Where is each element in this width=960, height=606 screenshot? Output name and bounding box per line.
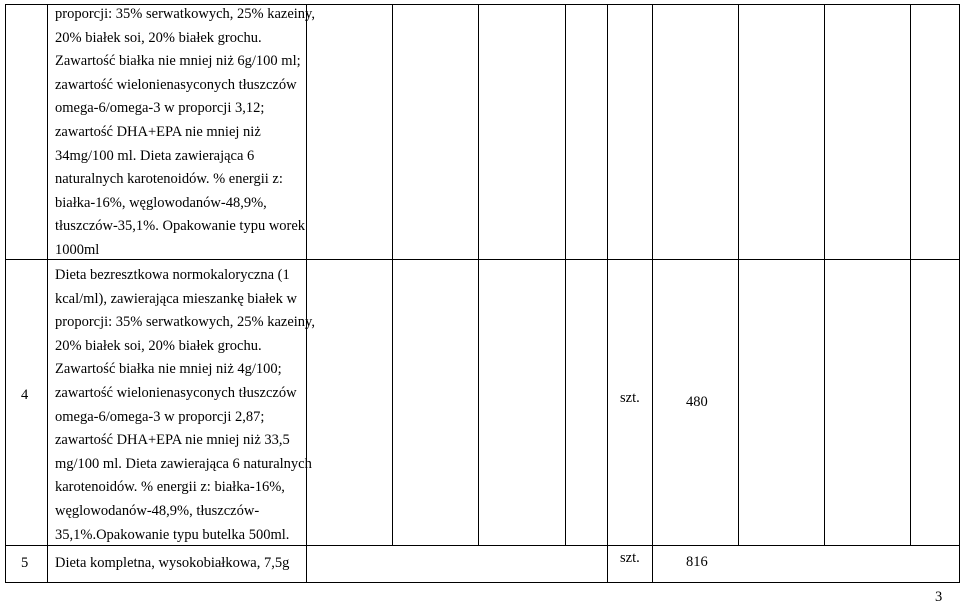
description-line: 34mg/100 ml. Dieta zawierająca 6 bbox=[55, 147, 255, 164]
description-line: białka-16%, węglowodanów-48,9%, bbox=[55, 194, 267, 211]
row-quantity: 480 bbox=[686, 394, 708, 410]
description-line: karotenoidów. % energii z: białka-16%, bbox=[55, 479, 285, 496]
description-line: tłuszczów-35,1%. Opakowanie typu worek bbox=[55, 218, 306, 235]
row-quantity: 816 bbox=[686, 554, 708, 570]
description-line: 1000ml bbox=[55, 241, 100, 258]
column-border bbox=[910, 4, 911, 545]
description-line: 35,1%.Opakowanie typu butelka 500ml. bbox=[55, 526, 290, 543]
column-border bbox=[738, 4, 739, 545]
page-number: 3 bbox=[935, 589, 943, 605]
description-line: zawartość wielonienasyconych tłuszczów bbox=[55, 384, 297, 401]
column-border bbox=[565, 4, 566, 545]
row-description bbox=[55, 3, 315, 263]
description-line: węglowodanów-48,9%, tłuszczów- bbox=[55, 502, 260, 519]
description-line: kcal/ml), zawierająca mieszankę białek w bbox=[55, 290, 297, 307]
description-line: Zawartość białka nie mniej niż 6g/100 ml; bbox=[55, 53, 301, 70]
row-border bbox=[5, 582, 960, 583]
description-line: 20% białek soi, 20% białek grochu. bbox=[55, 29, 262, 46]
row-unit: szt. bbox=[620, 390, 640, 406]
column-border bbox=[47, 4, 48, 583]
row-number: 5 bbox=[21, 555, 29, 571]
column-border bbox=[5, 4, 6, 583]
column-border bbox=[607, 4, 608, 583]
description-line: zawartość wielonienasyconych tłuszczów bbox=[55, 76, 297, 93]
description-line: Dieta bezresztkowa normokaloryczna (1 bbox=[55, 267, 290, 283]
description-line: proporcji: 35% serwatkowych, 25% kazeiny, bbox=[55, 314, 315, 331]
row-description bbox=[55, 552, 289, 576]
row-number: 4 bbox=[21, 387, 29, 403]
description-line: 20% białek soi, 20% białek grochu. bbox=[55, 337, 262, 354]
description-line: omega-6/omega-3 w proporcji 2,87; bbox=[55, 408, 265, 425]
description-line: omega-6/omega-3 w proporcji 3,12; bbox=[55, 100, 265, 117]
description-line: Dieta kompletna, wysokobiałkowa, 7,5g bbox=[55, 555, 290, 571]
row-description bbox=[55, 264, 315, 547]
column-border bbox=[392, 4, 393, 545]
description-line: proporcji: 35% serwatkowych, 25% kazeiny, bbox=[55, 6, 315, 22]
description-line: zawartość DHA+EPA nie mniej niż 33,5 bbox=[55, 432, 290, 449]
description-line: zawartość DHA+EPA nie mniej niż bbox=[55, 123, 261, 140]
column-border bbox=[652, 4, 653, 583]
description-line: naturalnych karotenoidów. % energii z: bbox=[55, 171, 283, 188]
column-border bbox=[824, 4, 825, 545]
description-line: mg/100 ml. Dieta zawierająca 6 naturalnych bbox=[55, 455, 312, 472]
row-unit: szt. bbox=[620, 550, 640, 566]
column-border bbox=[478, 4, 479, 545]
description-line: Zawartość białka nie mniej niż 4g/100; bbox=[55, 361, 282, 378]
